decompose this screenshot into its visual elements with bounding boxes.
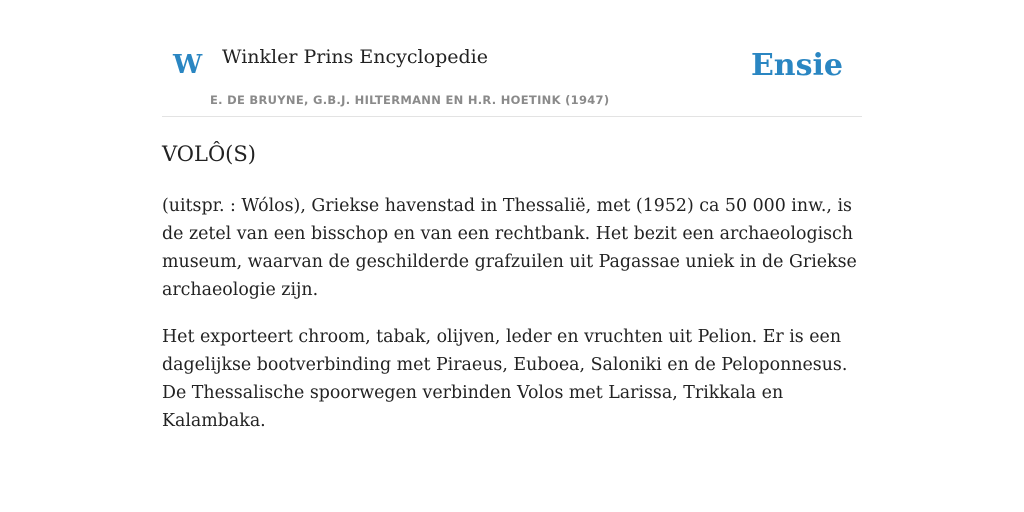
article-title: VOLÔ(S) [162, 142, 256, 166]
source-authors: E. DE BRUYNE, G.B.J. HILTERMANN EN H.R. HOETINK (1947) [210, 93, 610, 107]
source-title[interactable]: Winkler Prins Encyclopedie [222, 46, 488, 68]
article-paragraph: (uitspr. : Wólos), Griekse havenstad in Thessalië, met (1952) ca 50 000 inw., is de zetel van een bisschop en van een rechtbank. Het bezit een archaeologisch museum, waarvan de geschilderde grafzuilen uit Pagassae uniek in de Griekse archaeologie zijn. [162, 196, 857, 300]
article-paragraph: Het exporteert chroom, tabak, olijven, leder en vruchten uit Pelion. Er is een dagelijkse bootverbinding met Piraeus, Euboea, Saloniki en de Peloponnesus. De Thessalische spoorwegen verbinden Volos met Larissa, Trikkala en Kalambaka. [162, 327, 848, 431]
article-page [162, 0, 862, 431]
source-logo[interactable]: W [173, 50, 203, 80]
source-header [162, 0, 862, 117]
brand-logo-link[interactable]: Ensie [750, 48, 843, 83]
article-body [162, 192, 862, 454]
